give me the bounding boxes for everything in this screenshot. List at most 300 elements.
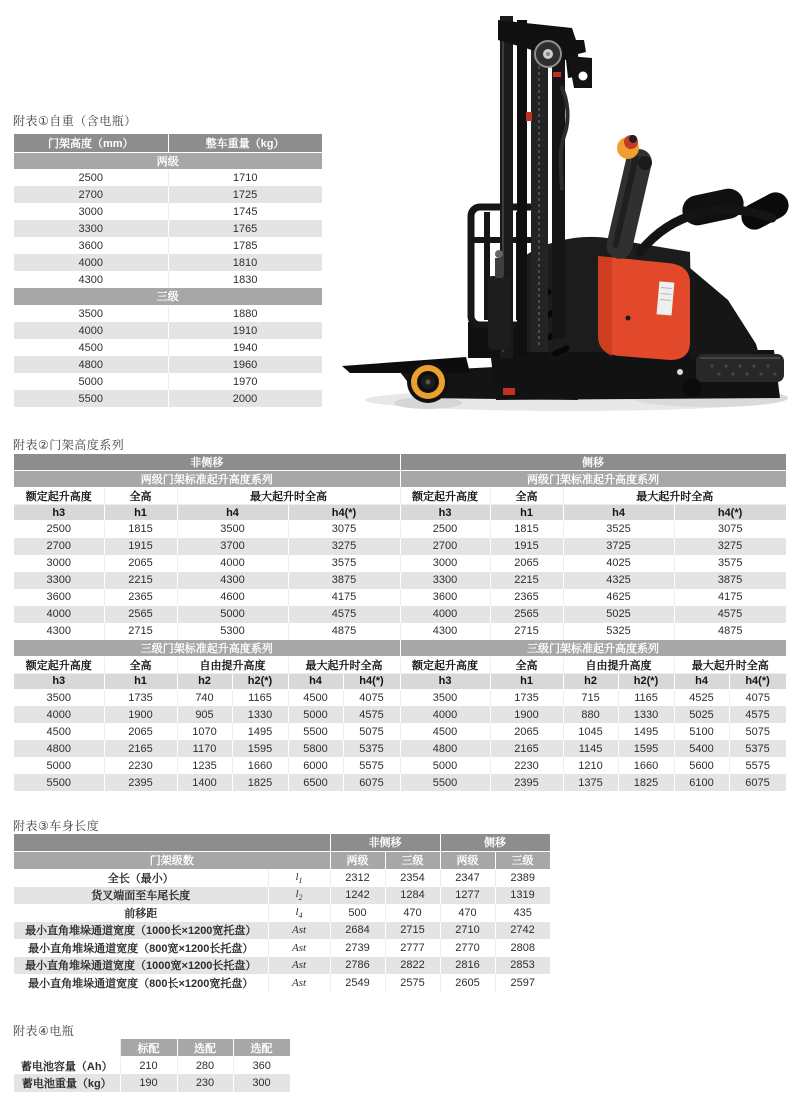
table-cell: 5000 — [177, 606, 288, 623]
table-cell: 2000 — [168, 390, 322, 407]
table-cell: 5375 — [343, 740, 400, 757]
table-row — [14, 723, 786, 740]
table-header-cell: h3 — [400, 673, 490, 689]
table-cell: 3275 — [288, 538, 400, 555]
table-cell: 1825 — [232, 774, 288, 791]
table-cell: 470 — [440, 904, 495, 922]
table-cell: 280 — [177, 1057, 233, 1075]
table-cell: 最小直角堆垛通道宽度（1000宽×1200长托盘） — [14, 957, 268, 975]
table-cell: 5000 — [288, 706, 343, 723]
table-cell: 2575 — [385, 974, 440, 992]
table-cell: 3500 — [14, 689, 104, 706]
table-header-cell: 两级 — [14, 152, 322, 169]
table-cell: 1330 — [232, 706, 288, 723]
table-cell: 2365 — [104, 589, 177, 606]
table-cell: 4625 — [563, 589, 674, 606]
table-row — [14, 288, 322, 305]
table-header-cell: h1 — [104, 505, 177, 521]
table-cell: 4000 — [177, 555, 288, 572]
table-cell: 3600 — [14, 237, 168, 254]
table-row — [14, 339, 322, 356]
table-header-cell: 三级门架标准起升高度系列 — [14, 640, 400, 657]
table-cell: 1495 — [232, 723, 288, 740]
table-header-cell: h4(*) — [288, 505, 400, 521]
table-cell: 5100 — [674, 723, 729, 740]
table-cell: 905 — [177, 706, 232, 723]
table-cell: 2770 — [440, 939, 495, 957]
table-header-cell: 非侧移 — [330, 834, 440, 851]
table-cell: 1970 — [168, 373, 322, 390]
table-cell: 1915 — [104, 538, 177, 555]
table-cell: 3275 — [674, 538, 786, 555]
table-header-cell: 门架级数 — [14, 851, 330, 869]
table-cell: 2549 — [330, 974, 385, 992]
table-row — [14, 974, 550, 992]
table-cell: 1710 — [168, 169, 322, 186]
table-header-cell: 两级 — [440, 851, 495, 869]
handlebar — [640, 210, 772, 252]
table-cell: 2715 — [490, 623, 563, 640]
table-cell: 蓄电池容量（Ah） — [14, 1057, 120, 1075]
table-row — [14, 922, 550, 940]
table-cell: 1915 — [490, 538, 563, 555]
table-header-cell: h2 — [563, 673, 618, 689]
table-row — [14, 1057, 290, 1075]
table-cell: 2065 — [104, 555, 177, 572]
table-cell: 2715 — [104, 623, 177, 640]
table-cell: 3575 — [674, 555, 786, 572]
table-row — [14, 589, 786, 606]
table-row — [14, 774, 786, 791]
table-cell: 5025 — [563, 606, 674, 623]
table-cell: 2684 — [330, 922, 385, 940]
table-cell: 4575 — [674, 606, 786, 623]
table-cell: $l_2$ — [268, 887, 330, 905]
table-cell: 2700 — [400, 538, 490, 555]
table-cell: 3525 — [563, 521, 674, 538]
table-cell: 1495 — [618, 723, 674, 740]
table-cell: 2165 — [104, 740, 177, 757]
table-cell: 2395 — [490, 774, 563, 791]
table-row — [14, 169, 322, 186]
table-cell: 1745 — [168, 203, 322, 220]
pulley — [535, 41, 561, 67]
table-cell: 4175 — [674, 589, 786, 606]
table-row — [14, 538, 786, 555]
table-cell: 4000 — [14, 706, 104, 723]
table-header-cell: 额定起升高度 — [400, 656, 490, 673]
table-row — [14, 706, 786, 723]
table-cell: 1277 — [440, 887, 495, 905]
table-row — [14, 305, 322, 322]
table-cell: 2742 — [495, 922, 550, 940]
table-cell: 4525 — [674, 689, 729, 706]
table-cell: 1595 — [618, 740, 674, 757]
table-header-cell: 侧移 — [400, 454, 786, 471]
mast-height-table — [14, 454, 787, 791]
table-cell: 1170 — [177, 740, 232, 757]
table-cell: 4800 — [14, 356, 168, 373]
fork — [342, 357, 470, 373]
table-cell: 最小直角堆垛通道宽度（800宽×1200长托盘） — [14, 939, 268, 957]
table-cell: 2739 — [330, 939, 385, 957]
table-row — [14, 271, 322, 288]
table-cell: 435 — [495, 904, 550, 922]
table-row — [14, 904, 550, 922]
table-cell: 4300 — [177, 572, 288, 589]
table-row — [14, 390, 322, 407]
operator-platform — [696, 354, 784, 382]
table-cell: 1595 — [232, 740, 288, 757]
table-row — [14, 471, 786, 488]
table-row — [14, 505, 786, 521]
table-cell: 880 — [563, 706, 618, 723]
table-row — [14, 134, 322, 152]
table-row — [14, 939, 550, 957]
table-cell: 5375 — [729, 740, 786, 757]
table-row — [14, 555, 786, 572]
table-header-cell: 全高 — [104, 488, 177, 505]
table-header-cell: h4 — [563, 505, 674, 521]
table-cell: 1900 — [490, 706, 563, 723]
table-cell: 2710 — [440, 922, 495, 940]
table-cell: 3000 — [400, 555, 490, 572]
table-cell: 2395 — [104, 774, 177, 791]
table-header-cell: h2(*) — [618, 673, 674, 689]
table-cell: 2605 — [440, 974, 495, 992]
table-header-cell: 非侧移 — [14, 454, 400, 471]
table-cell: 3300 — [14, 572, 104, 589]
table-cell: 全长（最小） — [14, 869, 268, 887]
table-cell: 1235 — [177, 757, 232, 774]
table-cell: 4300 — [400, 623, 490, 640]
table-cell: 2853 — [495, 957, 550, 975]
table-header-cell: 全高 — [490, 656, 563, 673]
table-cell: 210 — [120, 1057, 177, 1075]
table-cell: 4500 — [288, 689, 343, 706]
table-cell: 4600 — [177, 589, 288, 606]
table-cell: 5500 — [14, 774, 104, 791]
table-row — [14, 869, 550, 887]
table-cell: 2597 — [495, 974, 550, 992]
table-header-cell: 两级门架标准起升高度系列 — [14, 471, 400, 488]
table-header-cell: 自由提升高度 — [177, 656, 288, 673]
table-cell: 4000 — [14, 254, 168, 271]
table-cell: 1660 — [618, 757, 674, 774]
table-cell: 前移距 — [14, 904, 268, 922]
table-cell: 3725 — [563, 538, 674, 555]
table-row — [14, 689, 786, 706]
table-cell: 2215 — [490, 572, 563, 589]
table-cell: 4575 — [288, 606, 400, 623]
table-cell: 3500 — [400, 689, 490, 706]
table-cell: 3500 — [177, 521, 288, 538]
table-header-cell: 最大起升时全高 — [563, 488, 786, 505]
table-cell: 3000 — [14, 555, 104, 572]
table-header-cell: h3 — [400, 505, 490, 521]
table-header-cell: 三级 — [495, 851, 550, 869]
table-cell: 1815 — [490, 521, 563, 538]
table-header-cell: 自由提升高度 — [563, 656, 674, 673]
table-cell: 2065 — [490, 555, 563, 572]
table-row — [14, 757, 786, 774]
table-cell: 最小直角堆垛通道宽度（1000长×1200宽托盘） — [14, 922, 268, 940]
table-header-cell: h4(*) — [729, 673, 786, 689]
table-cell: 4300 — [14, 623, 104, 640]
table-cell: Ast — [268, 939, 330, 957]
table-cell: 2389 — [495, 869, 550, 887]
table-header-cell — [14, 1039, 120, 1057]
table-cell: 1242 — [330, 887, 385, 905]
table-cell: 5075 — [729, 723, 786, 740]
table-row — [14, 851, 550, 869]
table-header-cell — [14, 834, 330, 851]
table-row — [14, 203, 322, 220]
table-row — [14, 656, 786, 673]
table-cell: 6075 — [729, 774, 786, 791]
table-cell: 4575 — [729, 706, 786, 723]
table-cell: 3875 — [674, 572, 786, 589]
table-cell: 4300 — [14, 271, 168, 288]
table-cell: 5000 — [400, 757, 490, 774]
table-cell: 2777 — [385, 939, 440, 957]
table-cell: 1880 — [168, 305, 322, 322]
table-cell: 4800 — [400, 740, 490, 757]
table-cell: 2312 — [330, 869, 385, 887]
table-cell: 715 — [563, 689, 618, 706]
table-cell: 3500 — [14, 305, 168, 322]
table-cell: 1810 — [168, 254, 322, 271]
table-cell: 1284 — [385, 887, 440, 905]
panel-sticker — [657, 281, 675, 315]
table-row — [14, 356, 322, 373]
table-cell: $l_1$ — [268, 869, 330, 887]
table-cell: 2500 — [14, 169, 168, 186]
table-cell: 5500 — [14, 390, 168, 407]
table-cell: 5500 — [400, 774, 490, 791]
table-cell: 6500 — [288, 774, 343, 791]
table4-title: 附表④电瓶 — [13, 1024, 75, 1038]
table-header-cell: h1 — [490, 505, 563, 521]
table-cell: 4000 — [14, 322, 168, 339]
table-header-cell: 最大起升时全高 — [177, 488, 400, 505]
table-row — [14, 1039, 290, 1057]
battery-table — [14, 1039, 291, 1092]
table-header-cell: 最大起升时全高 — [674, 656, 786, 673]
table-cell: 3075 — [674, 521, 786, 538]
table-cell: 1375 — [563, 774, 618, 791]
table-row — [14, 572, 786, 589]
table-cell: 3000 — [14, 203, 168, 220]
table-cell: 2065 — [104, 723, 177, 740]
table-cell: 1319 — [495, 887, 550, 905]
table-cell: 3875 — [288, 572, 400, 589]
table-cell: 470 — [385, 904, 440, 922]
table-cell: 2700 — [14, 538, 104, 555]
table-row — [14, 640, 786, 657]
table-cell: 2786 — [330, 957, 385, 975]
table-cell: 5000 — [14, 757, 104, 774]
table-cell: 1910 — [168, 322, 322, 339]
table-header-cell: 两级门架标准起升高度系列 — [400, 471, 786, 488]
table-header-cell: 额定起升高度 — [400, 488, 490, 505]
table-cell: 4575 — [343, 706, 400, 723]
table-cell: 4875 — [288, 623, 400, 640]
table-cell: 4800 — [14, 740, 104, 757]
table-cell: 4000 — [14, 606, 104, 623]
table-cell: 1165 — [618, 689, 674, 706]
table-row — [14, 887, 550, 905]
table-cell: 300 — [233, 1074, 290, 1092]
table-cell: 4025 — [563, 555, 674, 572]
body-length-table — [14, 834, 551, 992]
table-row — [14, 322, 322, 339]
table-header-cell: 三级 — [14, 288, 322, 305]
table-cell: 6100 — [674, 774, 729, 791]
table-cell: 5575 — [343, 757, 400, 774]
table-cell: 3575 — [288, 555, 400, 572]
table-cell: 4075 — [729, 689, 786, 706]
table-cell: 5400 — [674, 740, 729, 757]
weight-table — [14, 134, 323, 407]
table-cell: 5300 — [177, 623, 288, 640]
table-cell: 3300 — [400, 572, 490, 589]
table-cell: 1785 — [168, 237, 322, 254]
table-cell: 1330 — [618, 706, 674, 723]
table-header-cell: h4 — [177, 505, 288, 521]
table-header-cell: 两级 — [330, 851, 385, 869]
table-cell: 1735 — [104, 689, 177, 706]
table-cell: 500 — [330, 904, 385, 922]
table-cell: 1960 — [168, 356, 322, 373]
table-cell: 1165 — [232, 689, 288, 706]
table-cell: 1210 — [563, 757, 618, 774]
table-cell: 190 — [120, 1074, 177, 1092]
table-cell: 360 — [233, 1057, 290, 1075]
table-row — [14, 740, 786, 757]
table-cell: 2816 — [440, 957, 495, 975]
table-cell: 1735 — [490, 689, 563, 706]
table-cell: 1070 — [177, 723, 232, 740]
table-cell: 2500 — [400, 521, 490, 538]
table-cell: 5075 — [343, 723, 400, 740]
table-cell: 最小直角堆垛通道宽度（800长×1200宽托盘） — [14, 974, 268, 992]
table-row — [14, 186, 322, 203]
front-wheel — [407, 361, 449, 403]
table2-title: 附表②门架高度系列 — [13, 438, 125, 452]
table-row — [14, 254, 322, 271]
table-cell: 3075 — [288, 521, 400, 538]
table-row — [14, 623, 786, 640]
table-cell: 2215 — [104, 572, 177, 589]
table-cell: 2808 — [495, 939, 550, 957]
table-cell: 4175 — [288, 589, 400, 606]
table-header-cell: 三级门架标准起升高度系列 — [400, 640, 786, 657]
hook-bracket — [568, 56, 592, 88]
table-cell: 1400 — [177, 774, 232, 791]
bolt — [677, 369, 683, 375]
table-header-cell: 侧移 — [440, 834, 550, 851]
table-cell: 3700 — [177, 538, 288, 555]
table-cell: 蓄电池重量（kg） — [14, 1074, 120, 1092]
table-cell: 5800 — [288, 740, 343, 757]
table-header-cell: 选配 — [233, 1039, 290, 1057]
table-cell: Ast — [268, 974, 330, 992]
table-cell: 5025 — [674, 706, 729, 723]
table-cell: 5575 — [729, 757, 786, 774]
table-cell: 230 — [177, 1074, 233, 1092]
table-cell: 2822 — [385, 957, 440, 975]
caster-wheel — [683, 379, 701, 397]
table-cell: 5500 — [288, 723, 343, 740]
table-cell: 4075 — [343, 689, 400, 706]
table-header-cell: 额定起升高度 — [14, 488, 104, 505]
table-cell: 2365 — [490, 589, 563, 606]
table-cell: 1900 — [104, 706, 177, 723]
table-header-cell: h2(*) — [232, 673, 288, 689]
table-cell: 1765 — [168, 220, 322, 237]
table-header-cell: 整车重量（kg） — [168, 134, 322, 152]
table-cell: 2715 — [385, 922, 440, 940]
table-cell: 1940 — [168, 339, 322, 356]
table-row — [14, 152, 322, 169]
table-cell: 2354 — [385, 869, 440, 887]
table-header-cell: h1 — [104, 673, 177, 689]
table-cell: 2565 — [490, 606, 563, 623]
table-header-cell: 标配 — [120, 1039, 177, 1057]
table3-title: 附表③车身长度 — [13, 819, 100, 833]
table-header-cell: h3 — [14, 673, 104, 689]
table-cell: Ast — [268, 922, 330, 940]
table1-title: 附表①自重（含电瓶） — [13, 114, 137, 128]
table-header-cell: 全高 — [490, 488, 563, 505]
table-cell: 4500 — [14, 339, 168, 356]
table-row — [14, 834, 550, 851]
table-cell: 1045 — [563, 723, 618, 740]
table-row — [14, 454, 786, 471]
table-cell: 2065 — [490, 723, 563, 740]
table-row — [14, 373, 322, 390]
table-cell: 1815 — [104, 521, 177, 538]
table-cell: 5325 — [563, 623, 674, 640]
table-cell: 1825 — [618, 774, 674, 791]
table-header-cell: h3 — [14, 505, 104, 521]
table-cell: 货叉端面至车尾长度 — [14, 887, 268, 905]
table-header-cell: 额定起升高度 — [14, 656, 104, 673]
table-cell: 2230 — [490, 757, 563, 774]
table-cell: 2230 — [104, 757, 177, 774]
table-cell: 6000 — [288, 757, 343, 774]
table-cell: 4500 — [400, 723, 490, 740]
table-cell: 2700 — [14, 186, 168, 203]
table-cell: 740 — [177, 689, 232, 706]
table-header-cell: h2 — [177, 673, 232, 689]
table-cell: 1725 — [168, 186, 322, 203]
table-cell: 3600 — [14, 589, 104, 606]
table-header-cell: 三级 — [385, 851, 440, 869]
table-row — [14, 957, 550, 975]
table-row — [14, 606, 786, 623]
table-cell: 4000 — [400, 706, 490, 723]
table-cell: 3300 — [14, 220, 168, 237]
table-header-cell: 最大起升时全高 — [288, 656, 400, 673]
table-cell: 1660 — [232, 757, 288, 774]
table-row — [14, 673, 786, 689]
table-row — [14, 521, 786, 538]
table-cell: 2500 — [14, 521, 104, 538]
table-cell: 2565 — [104, 606, 177, 623]
table-cell: Ast — [268, 957, 330, 975]
